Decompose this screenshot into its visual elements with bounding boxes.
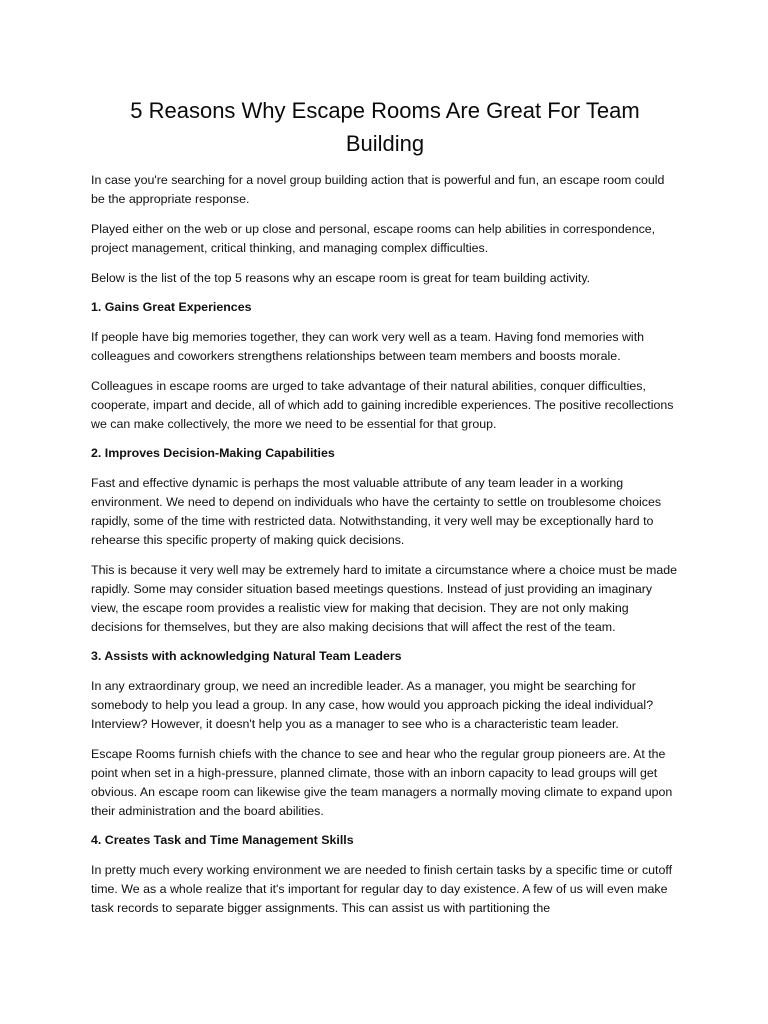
section-paragraph: This is because it very well may be extremely hard to imitate a circumstance where a choice must be made rapidly. Some may consider situation based meetings questions. Instead of just providing an imaginary view, the escape room provides a realistic view for making that decision. They are not only making decisions for themselves, but they are also making decisions that will affect the rest of the team. <box>91 563 678 634</box>
section-task-time-management <box>91 831 681 918</box>
section-paragraph: In any extraordinary group, we need an incredible leader. As a manager, you might be searching for somebody to help you lead a group. In any case, how would you approach picking the ideal individual? Interview? However, it doesn't help you as a manager to see who is a characteristic team leader. <box>91 679 654 731</box>
document-title: 5 Reasons Why Escape Rooms Are Great For Team Building <box>130 98 640 156</box>
section-heading: 1. Gains Great Experiences <box>91 300 252 314</box>
intro-paragraph: In case you're searching for a novel group building action that is powerful and fun, an escape room could be the appropriate response. <box>91 173 665 206</box>
intro-paragraph: Played either on the web or up close and personal, escape rooms can help abilities in correspondence, project management, critical thinking, and managing complex difficulties. <box>91 222 656 255</box>
section-heading: 4. Creates Task and Time Management Skills <box>91 833 354 847</box>
section-paragraph: Escape Rooms furnish chiefs with the chance to see and hear who the regular group pioneers are. At the point when set in a high-pressure, planned climate, those with an inborn capacity to lead groups will get obvious. An escape room can likewise give the team managers a normally moving climate to expand upon their administration and the board abilities. <box>91 747 673 818</box>
section-paragraph: In pretty much every working environment we are needed to finish certain tasks by a specific time or cutoff time. We as a whole realize that it's important for regular day to day existence. A few of us will even make task records to separate bigger assignments. This can assist us with partitioning the <box>91 863 673 915</box>
section-natural-team-leaders <box>91 647 681 821</box>
section-heading: 2. Improves Decision-Making Capabilities <box>91 446 335 460</box>
section-paragraph: Colleagues in escape rooms are urged to take advantage of their natural abilities, conquer difficulties, cooperate, impart and decide, all of which add to gaining incredible experiences. The positive recollections we can make collectively, the more we need to be essential for that group. <box>91 379 674 431</box>
section-paragraph: Fast and effective dynamic is perhaps the most valuable attribute of any team leader in a working environment. We need to depend on individuals who have the certainty to settle on troublesome choices rapidly, some of the time with restricted data. Notwithstanding, it very well may be exceptionally hard to rehearse this specific property of making quick decisions. <box>91 476 662 547</box>
section-improves-decision-making <box>91 444 681 637</box>
section-paragraph: If people have big memories together, they can work very well as a team. Having fond memories with colleagues and coworkers strengthens relationships between team members and boosts morale. <box>91 330 645 363</box>
intro-paragraph: Below is the list of the top 5 reasons why an escape room is great for team building activity. <box>91 271 591 285</box>
section-gains-great-experiences <box>91 298 681 434</box>
section-heading: 3. Assists with acknowledging Natural Team Leaders <box>91 649 402 663</box>
document-body <box>91 171 681 929</box>
